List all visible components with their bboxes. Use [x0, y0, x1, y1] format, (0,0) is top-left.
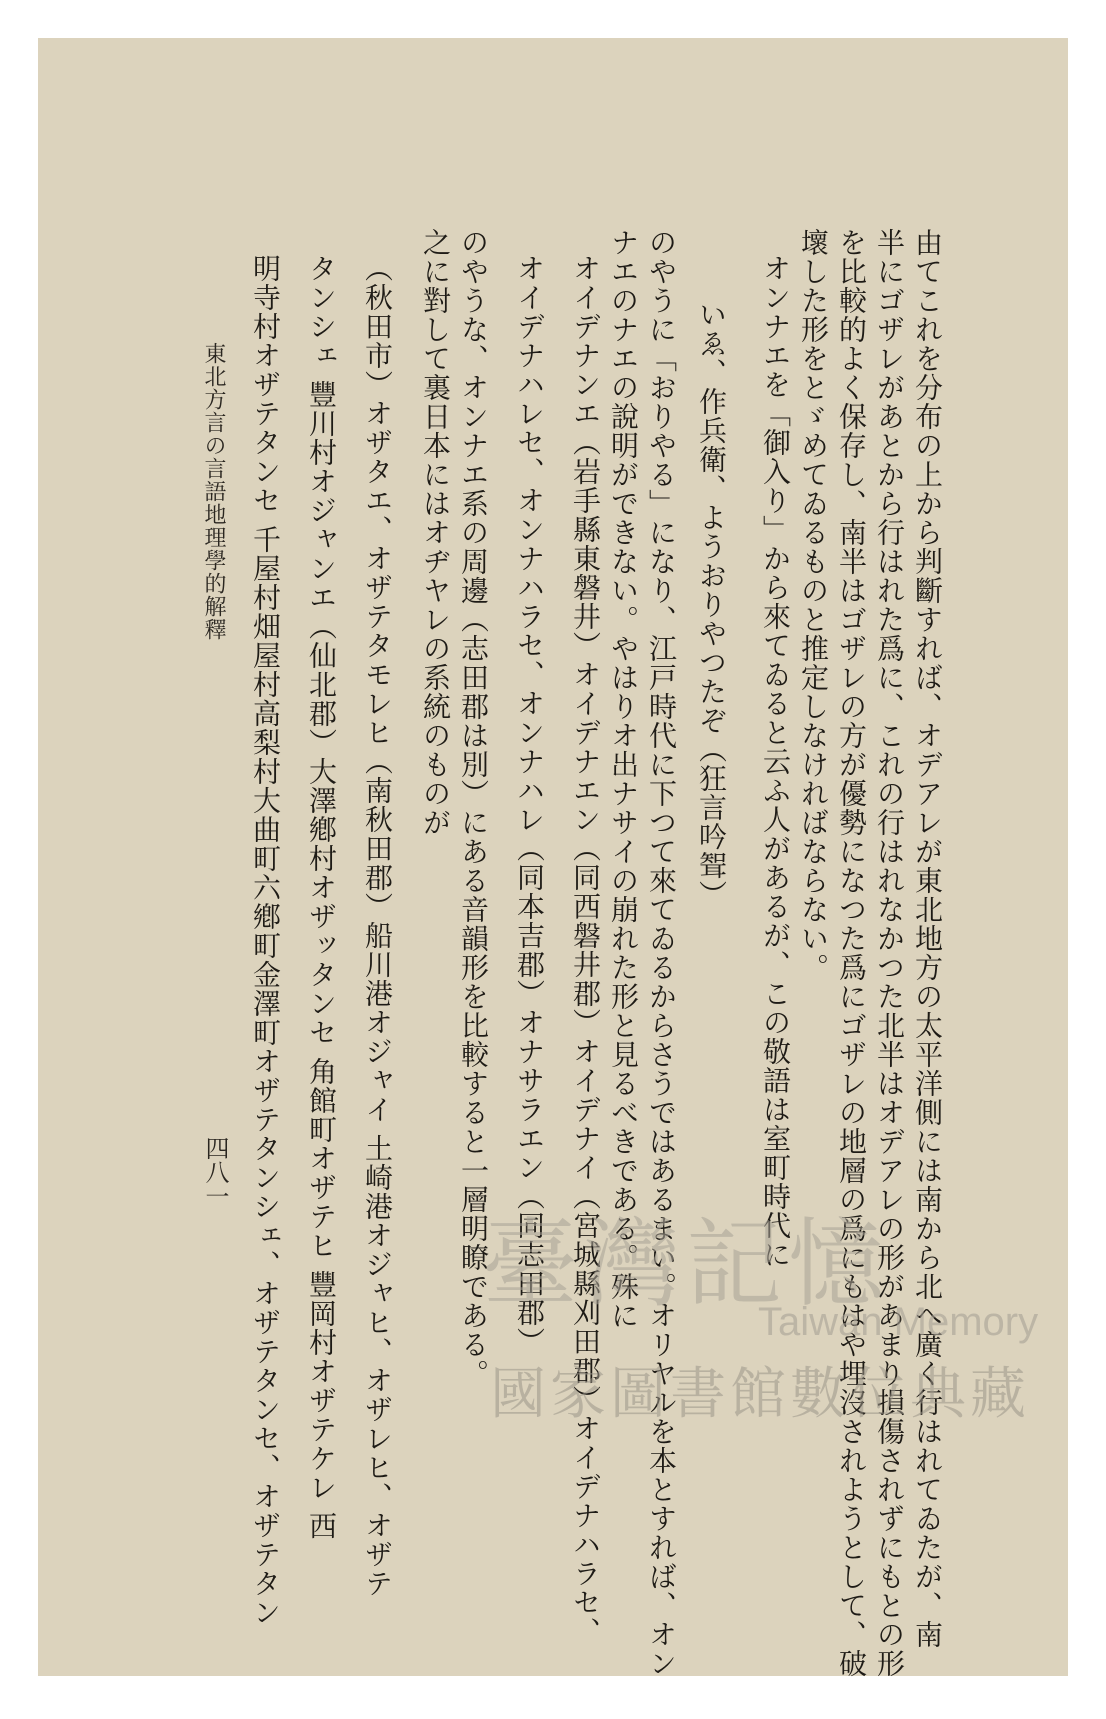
text-column-2: 半にゴザレがあとから行はれた爲に、これの行はれなかつた北半はオデアレの形があまり損傷されずにもとの形: [873, 228, 906, 1678]
watermark-english: Taiwan Memory: [758, 1300, 1039, 1344]
text-column-15: 明寺村オザテタンセ 千屋村畑屋村高梨村大曲町六鄕町金澤町オザテタンシェ、オザテタンセ、オザテタン: [249, 254, 282, 1627]
text-column-12: 之に對して裏日本にはオヂヤレの系統のものが: [419, 228, 452, 837]
text-column-11: のやうな、オンナエ系の周邊（志田郡は別）にある音韻形を比較すると一層明瞭である。: [457, 228, 490, 1388]
text-column-8: ナエのナエの說明ができない。やはりオ出ナサイの崩れた形と見るべきである。殊に: [607, 228, 640, 1330]
text-column-7: のやうに「おりやる」になり、江戸時代に下つて來てゐるからさうではあるまい。オリヤルを本とすれば、オン: [645, 228, 678, 1678]
text-column-1: 由てこれを分布の上から判斷すれば、オデアレが東北地方の太平洋側には南から北へ廣く行はれてゐたが、南: [911, 228, 944, 1649]
text-column-4: 壞した形をとゞめてゐるものと推定しなければならない。: [797, 228, 830, 982]
text-column-3: を比較的よく保存し、南半はゴザレの方が優勢になつた爲にゴザレの地層の爲にもはや埋沒されようとして、破: [835, 228, 868, 1678]
book-page: [38, 38, 1068, 1676]
watermark-library: 國家圖書館數位典藏: [490, 1362, 1030, 1427]
watermark-calligraphy: 臺灣記憶: [482, 1208, 890, 1320]
text-column-13: （秋田市）オザタエ、オザテタモレヒ（南秋田郡）船川港オジャイ 土崎港オジャヒ、オザレヒ、オザテ: [361, 254, 394, 1598]
text-column-10: オイデナハレセ、オンナハラセ、オンナハレ（同本吉郡）オナサラエン（同志田郡）: [513, 254, 546, 1356]
text-column-9: オイデナンエ（岩手縣東磐井）オイデナエン（同西磐井郡）オイデナイ（宮城縣刈田郡）オイデナハラセ、: [569, 254, 602, 1646]
text-column-6: いゑ、作兵衛、ようおりやつたぞ（狂言吟聟）: [695, 300, 728, 909]
page-number: 四八一: [201, 1136, 229, 1208]
text-column-14: タンシェ 豐川村オジャンエ（仙北郡）大澤鄕村オザッタンセ 角館町オザテヒ 豐岡村オザテケレ 西: [305, 254, 338, 1541]
running-head: 東北方言の言語地理學的解釋: [201, 342, 226, 641]
text-column-5: オンナエを「御入り」から來てゐると云ふ人があるが、この敬語は室町時代に: [759, 254, 792, 1269]
